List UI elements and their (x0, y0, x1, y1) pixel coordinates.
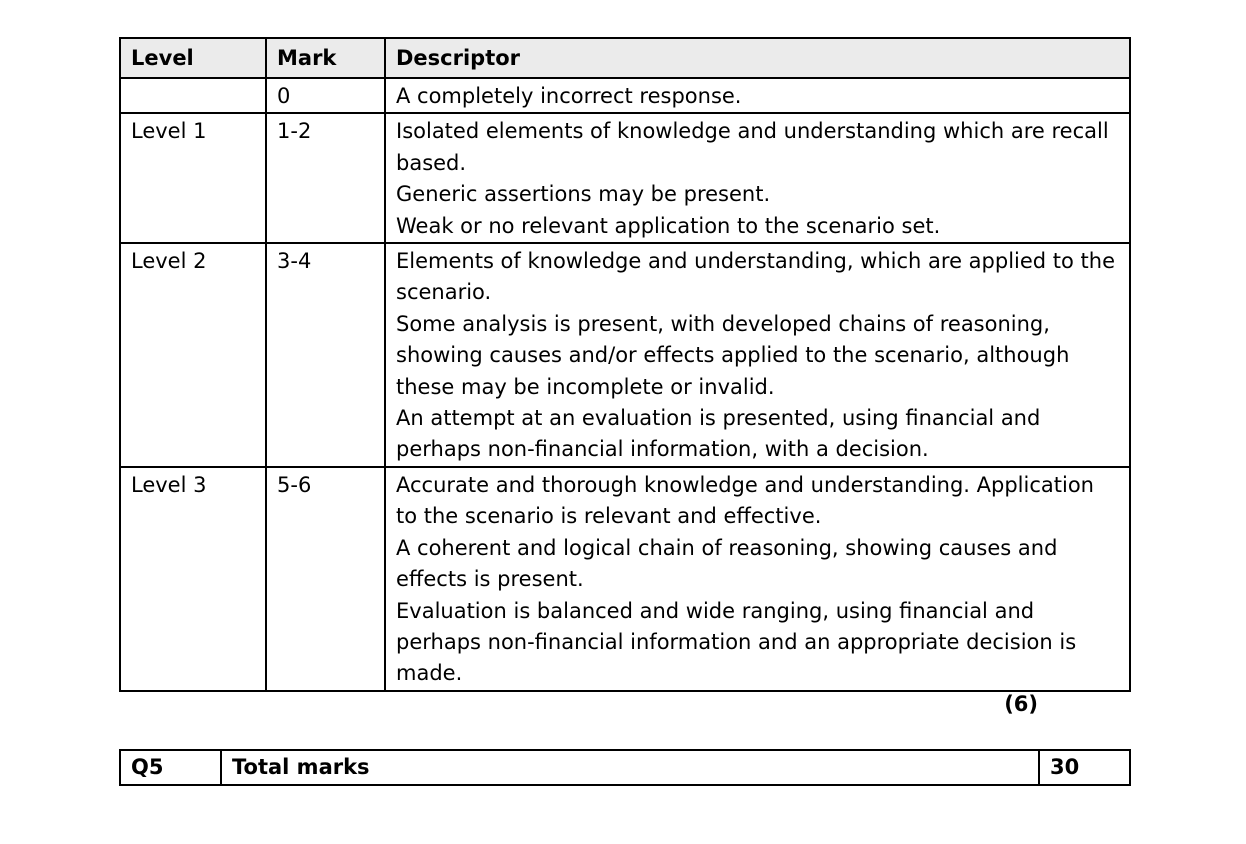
total-row (120, 750, 1130, 785)
descriptor-line: An attempt at an evaluation is presented, using financial and perhaps non-financial information, with a decision. (396, 406, 1041, 462)
descriptor-line: Generic assertions may be present. (396, 182, 771, 207)
mark-cell: 3-4 (266, 243, 385, 467)
total-marks-table (119, 749, 1131, 786)
header-descriptor: Descriptor (385, 38, 1130, 78)
table-row (120, 78, 1130, 113)
question-number: Q5 (120, 750, 221, 785)
total-marks-value: 30 (1039, 750, 1130, 785)
table-row (120, 243, 1130, 467)
mark-cell: 0 (266, 78, 385, 113)
descriptor-line: A coherent and logical chain of reasoning, showing causes and effects is present. (396, 535, 1058, 592)
descriptor-line: Isolated elements of knowledge and understanding which are recall based. (396, 119, 1109, 175)
table-header-row (120, 38, 1130, 78)
descriptor-cell (385, 467, 1130, 691)
header-level: Level (120, 38, 266, 78)
descriptor-cell (385, 113, 1130, 243)
descriptor-line: Evaluation is balanced and wide ranging, using financial and perhaps non-financial information and an appropriate decision is made. (396, 598, 1077, 686)
table-row (120, 113, 1130, 243)
available-marks-note: (6) (1004, 692, 1038, 716)
descriptor-cell (385, 78, 1130, 113)
level-cell: Level 3 (120, 467, 266, 691)
levels-mark-scheme-table (119, 37, 1131, 692)
descriptor-line: Some analysis is present, with developed chains of reasoning, showing causes and/or effects applied to the scenario, although these may be incomplete or invalid. (396, 311, 1070, 399)
header-mark: Mark (266, 38, 385, 78)
descriptor-line: Elements of knowledge and understanding, which are applied to the scenario. (396, 249, 1116, 305)
level-cell: Level 1 (120, 113, 266, 243)
descriptor-line: Accurate and thorough knowledge and understanding. Application to the scenario is relevant and effective. (396, 472, 1094, 529)
mark-cell: 1-2 (266, 113, 385, 243)
total-marks-label: Total marks (221, 750, 1039, 785)
table-row (120, 467, 1130, 691)
level-cell: Level 2 (120, 243, 266, 467)
mark-cell: 5-6 (266, 467, 385, 691)
descriptor-line: Weak or no relevant application to the scenario set. (396, 213, 941, 238)
descriptor-cell (385, 243, 1130, 467)
level-cell (120, 78, 266, 113)
descriptor-line: A completely incorrect response. (396, 84, 742, 108)
